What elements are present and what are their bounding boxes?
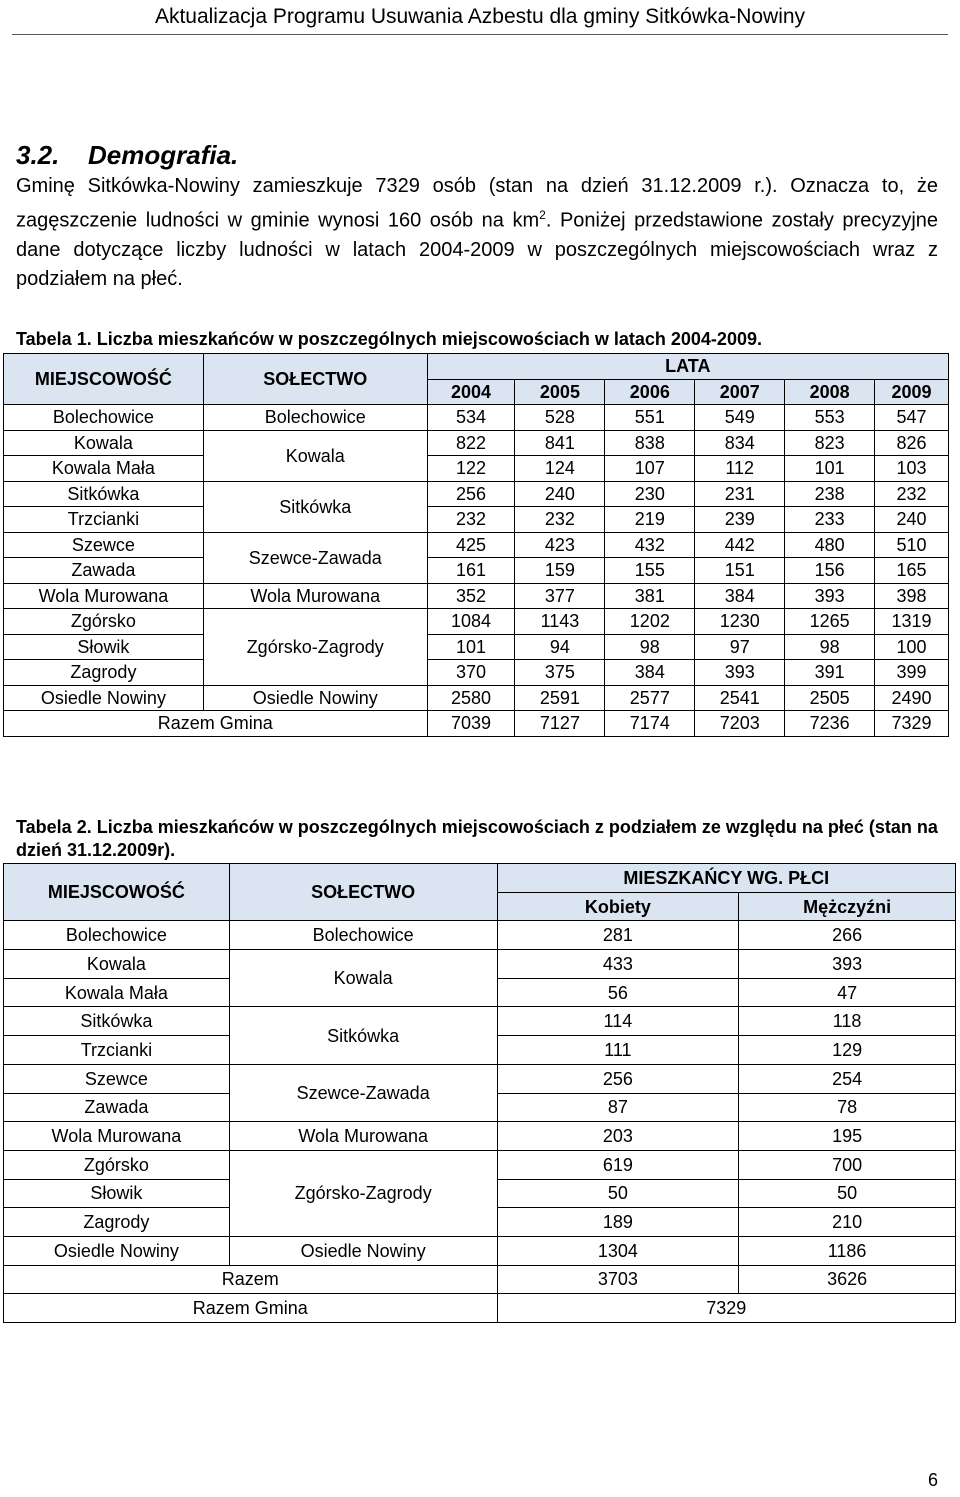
razem-gmina-row bbox=[4, 1294, 956, 1323]
solectwo-cell: Bolechowice bbox=[229, 921, 497, 950]
mezczyzni-cell: 700 bbox=[739, 1150, 956, 1179]
miejscowosc-cell: Kowala bbox=[4, 950, 230, 979]
miejscowosc-cell: Wola Murowana bbox=[4, 583, 204, 609]
year-header-2005: 2005 bbox=[515, 379, 605, 405]
total-row bbox=[4, 711, 949, 737]
value-cell: 232 bbox=[427, 507, 515, 533]
section-number: 3.2. bbox=[16, 140, 60, 170]
year-header-2009: 2009 bbox=[875, 379, 949, 405]
table-row bbox=[4, 507, 949, 533]
value-cell: 823 bbox=[785, 430, 875, 456]
header-divider bbox=[12, 34, 948, 35]
year-header-2007: 2007 bbox=[695, 379, 785, 405]
value-cell: 240 bbox=[875, 507, 949, 533]
miejscowosc-cell: Kowala Mała bbox=[4, 456, 204, 482]
value-cell: 155 bbox=[605, 558, 695, 584]
razem-kobiety: 3703 bbox=[497, 1265, 739, 1294]
miejscowosc-cell: Osiedle Nowiny bbox=[4, 1236, 230, 1265]
total-value-cell: 7329 bbox=[875, 711, 949, 737]
t1-header-solectwo: SOŁECTWO bbox=[203, 354, 427, 405]
solectwo-cell: Szewce-Zawada bbox=[203, 532, 427, 583]
value-cell: 834 bbox=[695, 430, 785, 456]
value-cell: 122 bbox=[427, 456, 515, 482]
value-cell: 2580 bbox=[427, 685, 515, 711]
solectwo-cell: Kowala bbox=[203, 430, 427, 481]
paragraph-text-1: Gminę Sitkówka-Nowiny zamieszkuje 7329 osób (stan na dzień 31.12.2009 r.). Oznacza to, że zagęszczenie ludności w gminie wynosi 160 osób na km bbox=[16, 175, 938, 232]
value-cell: 534 bbox=[427, 405, 515, 431]
mezczyzni-cell: 266 bbox=[739, 921, 956, 950]
population-by-gender-table bbox=[3, 863, 956, 1323]
value-cell: 232 bbox=[515, 507, 605, 533]
page-number: 6 bbox=[927, 1470, 938, 1490]
mezczyzni-cell: 254 bbox=[739, 1064, 956, 1093]
kobiety-cell: 111 bbox=[497, 1036, 739, 1065]
value-cell: 480 bbox=[785, 532, 875, 558]
value-cell: 528 bbox=[515, 405, 605, 431]
value-cell: 2505 bbox=[785, 685, 875, 711]
year-header-2006: 2006 bbox=[605, 379, 695, 405]
value-cell: 151 bbox=[695, 558, 785, 584]
miejscowosc-cell: Zagrody bbox=[4, 1208, 230, 1237]
table-row bbox=[4, 609, 949, 635]
miejscowosc-cell: Wola Murowana bbox=[4, 1122, 230, 1151]
value-cell: 1319 bbox=[875, 609, 949, 635]
total-value-cell: 7039 bbox=[427, 711, 515, 737]
miejscowosc-cell: Bolechowice bbox=[4, 921, 230, 950]
table-row bbox=[4, 1236, 956, 1265]
value-cell: 399 bbox=[875, 660, 949, 686]
value-cell: 393 bbox=[695, 660, 785, 686]
table-row bbox=[4, 950, 956, 979]
t1-header-lata: LATA bbox=[427, 354, 948, 380]
solectwo-cell: Wola Murowana bbox=[229, 1122, 497, 1151]
value-cell: 165 bbox=[875, 558, 949, 584]
value-cell: 101 bbox=[427, 634, 515, 660]
table-row bbox=[4, 685, 949, 711]
table-row bbox=[4, 532, 949, 558]
page-header: Aktualizacja Programu Usuwania Azbestu dla gminy Sitkówka-Nowiny bbox=[154, 5, 806, 28]
population-by-year-table bbox=[3, 353, 949, 737]
value-cell: 1202 bbox=[605, 609, 695, 635]
miejscowosc-cell: Bolechowice bbox=[4, 405, 204, 431]
value-cell: 231 bbox=[695, 481, 785, 507]
value-cell: 510 bbox=[875, 532, 949, 558]
mezczyzni-cell: 1186 bbox=[739, 1236, 956, 1265]
value-cell: 2541 bbox=[695, 685, 785, 711]
table-row bbox=[4, 1007, 956, 1036]
solectwo-cell: Sitkówka bbox=[203, 481, 427, 532]
mezczyzni-cell: 210 bbox=[739, 1208, 956, 1237]
mezczyzni-cell: 129 bbox=[739, 1036, 956, 1065]
value-cell: 393 bbox=[785, 583, 875, 609]
value-cell: 377 bbox=[515, 583, 605, 609]
miejscowosc-cell: Szewce bbox=[4, 532, 204, 558]
value-cell: 112 bbox=[695, 456, 785, 482]
total-value-cell: 7127 bbox=[515, 711, 605, 737]
miejscowosc-cell: Sitkówka bbox=[4, 481, 204, 507]
value-cell: 547 bbox=[875, 405, 949, 431]
value-cell: 159 bbox=[515, 558, 605, 584]
value-cell: 98 bbox=[785, 634, 875, 660]
value-cell: 103 bbox=[875, 456, 949, 482]
value-cell: 240 bbox=[515, 481, 605, 507]
value-cell: 256 bbox=[427, 481, 515, 507]
value-cell: 107 bbox=[605, 456, 695, 482]
miejscowosc-cell: Sitkówka bbox=[4, 1007, 230, 1036]
total-label: Razem Gmina bbox=[4, 711, 428, 737]
value-cell: 239 bbox=[695, 507, 785, 533]
value-cell: 425 bbox=[427, 532, 515, 558]
t1-header-miejscowosc: MIEJSCOWOŚĆ bbox=[4, 354, 204, 405]
mezczyzni-cell: 50 bbox=[739, 1179, 956, 1208]
value-cell: 398 bbox=[875, 583, 949, 609]
value-cell: 94 bbox=[515, 634, 605, 660]
miejscowosc-cell: Kowala Mała bbox=[4, 978, 230, 1007]
value-cell: 384 bbox=[605, 660, 695, 686]
miejscowosc-cell: Szewce bbox=[4, 1064, 230, 1093]
table1-caption: Tabela 1. Liczba mieszkańców w poszczególnych miejscowościach w latach 2004-2009. bbox=[16, 329, 762, 349]
miejscowosc-cell: Trzcianki bbox=[4, 1036, 230, 1065]
t2-header-group: MIESZKAŃCY WG. PŁCI bbox=[497, 864, 955, 893]
value-cell: 432 bbox=[605, 532, 695, 558]
value-cell: 238 bbox=[785, 481, 875, 507]
value-cell: 1084 bbox=[427, 609, 515, 635]
value-cell: 549 bbox=[695, 405, 785, 431]
table-row bbox=[4, 1064, 956, 1093]
value-cell: 442 bbox=[695, 532, 785, 558]
total-value-cell: 7174 bbox=[605, 711, 695, 737]
value-cell: 841 bbox=[515, 430, 605, 456]
miejscowosc-cell: Zagrody bbox=[4, 660, 204, 686]
miejscowosc-cell: Osiedle Nowiny bbox=[4, 685, 204, 711]
table-row bbox=[4, 921, 956, 950]
value-cell: 381 bbox=[605, 583, 695, 609]
razem-mezczyzni: 3626 bbox=[739, 1265, 956, 1294]
section-name: Demografia. bbox=[88, 140, 239, 170]
solectwo-cell: Szewce-Zawada bbox=[229, 1064, 497, 1121]
table-row bbox=[4, 583, 949, 609]
miejscowosc-cell: Słowik bbox=[4, 1179, 230, 1208]
kobiety-cell: 114 bbox=[497, 1007, 739, 1036]
kobiety-cell: 203 bbox=[497, 1122, 739, 1151]
miejscowosc-cell: Zawada bbox=[4, 558, 204, 584]
paragraph-sup: 2 bbox=[539, 208, 546, 222]
value-cell: 230 bbox=[605, 481, 695, 507]
value-cell: 98 bbox=[605, 634, 695, 660]
solectwo-cell: Bolechowice bbox=[203, 405, 427, 431]
table-row bbox=[4, 1122, 956, 1151]
value-cell: 370 bbox=[427, 660, 515, 686]
t2-header-kobiety: Kobiety bbox=[497, 892, 739, 921]
table-row bbox=[4, 405, 949, 431]
table-row bbox=[4, 456, 949, 482]
value-cell: 352 bbox=[427, 583, 515, 609]
value-cell: 97 bbox=[695, 634, 785, 660]
table2-caption: Tabela 2. Liczba mieszkańców w poszczególnych miejscowościach z podziałem ze względu na płeć (stan na dzień 31.12.2009r). bbox=[16, 817, 938, 860]
razem-label: Razem bbox=[4, 1265, 498, 1294]
value-cell: 2577 bbox=[605, 685, 695, 711]
value-cell: 100 bbox=[875, 634, 949, 660]
value-cell: 826 bbox=[875, 430, 949, 456]
t2-header-solectwo: SOŁECTWO bbox=[229, 864, 497, 921]
value-cell: 1230 bbox=[695, 609, 785, 635]
value-cell: 838 bbox=[605, 430, 695, 456]
value-cell: 384 bbox=[695, 583, 785, 609]
miejscowosc-cell: Zawada bbox=[4, 1093, 230, 1122]
value-cell: 232 bbox=[875, 481, 949, 507]
miejscowosc-cell: Trzcianki bbox=[4, 507, 204, 533]
mezczyzni-cell: 195 bbox=[739, 1122, 956, 1151]
value-cell: 822 bbox=[427, 430, 515, 456]
miejscowosc-cell: Zgórsko bbox=[4, 609, 204, 635]
value-cell: 423 bbox=[515, 532, 605, 558]
kobiety-cell: 256 bbox=[497, 1064, 739, 1093]
table-row bbox=[4, 660, 949, 686]
value-cell: 156 bbox=[785, 558, 875, 584]
table-row bbox=[4, 1150, 956, 1179]
solectwo-cell: Kowala bbox=[229, 950, 497, 1007]
miejscowosc-cell: Słowik bbox=[4, 634, 204, 660]
solectwo-cell: Sitkówka bbox=[229, 1007, 497, 1064]
intro-paragraph bbox=[16, 172, 938, 294]
value-cell: 219 bbox=[605, 507, 695, 533]
solectwo-cell: Osiedle Nowiny bbox=[203, 685, 427, 711]
mezczyzni-cell: 47 bbox=[739, 978, 956, 1007]
table-row bbox=[4, 558, 949, 584]
value-cell: 2591 bbox=[515, 685, 605, 711]
solectwo-cell: Zgórsko-Zagrody bbox=[203, 609, 427, 686]
value-cell: 124 bbox=[515, 456, 605, 482]
mezczyzni-cell: 118 bbox=[739, 1007, 956, 1036]
razem-gmina-total: 7329 bbox=[497, 1294, 955, 1323]
mezczyzni-cell: 393 bbox=[739, 950, 956, 979]
year-header-2008: 2008 bbox=[785, 379, 875, 405]
value-cell: 553 bbox=[785, 405, 875, 431]
kobiety-cell: 50 bbox=[497, 1179, 739, 1208]
value-cell: 2490 bbox=[875, 685, 949, 711]
value-cell: 233 bbox=[785, 507, 875, 533]
kobiety-cell: 433 bbox=[497, 950, 739, 979]
solectwo-cell: Zgórsko-Zagrody bbox=[229, 1150, 497, 1236]
kobiety-cell: 281 bbox=[497, 921, 739, 950]
value-cell: 161 bbox=[427, 558, 515, 584]
t2-header-mezczyzni: Mężczyźni bbox=[739, 892, 956, 921]
mezczyzni-cell: 78 bbox=[739, 1093, 956, 1122]
kobiety-cell: 87 bbox=[497, 1093, 739, 1122]
value-cell: 551 bbox=[605, 405, 695, 431]
table-row bbox=[4, 481, 949, 507]
total-value-cell: 7236 bbox=[785, 711, 875, 737]
year-header-2004: 2004 bbox=[427, 379, 515, 405]
table-row bbox=[4, 430, 949, 456]
value-cell: 391 bbox=[785, 660, 875, 686]
value-cell: 1265 bbox=[785, 609, 875, 635]
total-value-cell: 7203 bbox=[695, 711, 785, 737]
miejscowosc-cell: Kowala bbox=[4, 430, 204, 456]
t2-header-miejscowosc: MIEJSCOWOŚĆ bbox=[4, 864, 230, 921]
paragraph-text-2: . Poniżej przedstawione zostały precyzyjne dane dotyczące liczby ludności w latach 2004-2009 w poszczególnych miejscowościach wraz z podziałem na płeć. bbox=[16, 209, 939, 290]
miejscowosc-cell: Zgórsko bbox=[4, 1150, 230, 1179]
kobiety-cell: 1304 bbox=[497, 1236, 739, 1265]
table-row bbox=[4, 634, 949, 660]
solectwo-cell: Osiedle Nowiny bbox=[229, 1236, 497, 1265]
kobiety-cell: 189 bbox=[497, 1208, 739, 1237]
value-cell: 1143 bbox=[515, 609, 605, 635]
value-cell: 101 bbox=[785, 456, 875, 482]
kobiety-cell: 56 bbox=[497, 978, 739, 1007]
value-cell: 375 bbox=[515, 660, 605, 686]
solectwo-cell: Wola Murowana bbox=[203, 583, 427, 609]
section-title bbox=[16, 140, 238, 171]
razem-gmina-label: Razem Gmina bbox=[4, 1294, 498, 1323]
kobiety-cell: 619 bbox=[497, 1150, 739, 1179]
razem-row bbox=[4, 1265, 956, 1294]
